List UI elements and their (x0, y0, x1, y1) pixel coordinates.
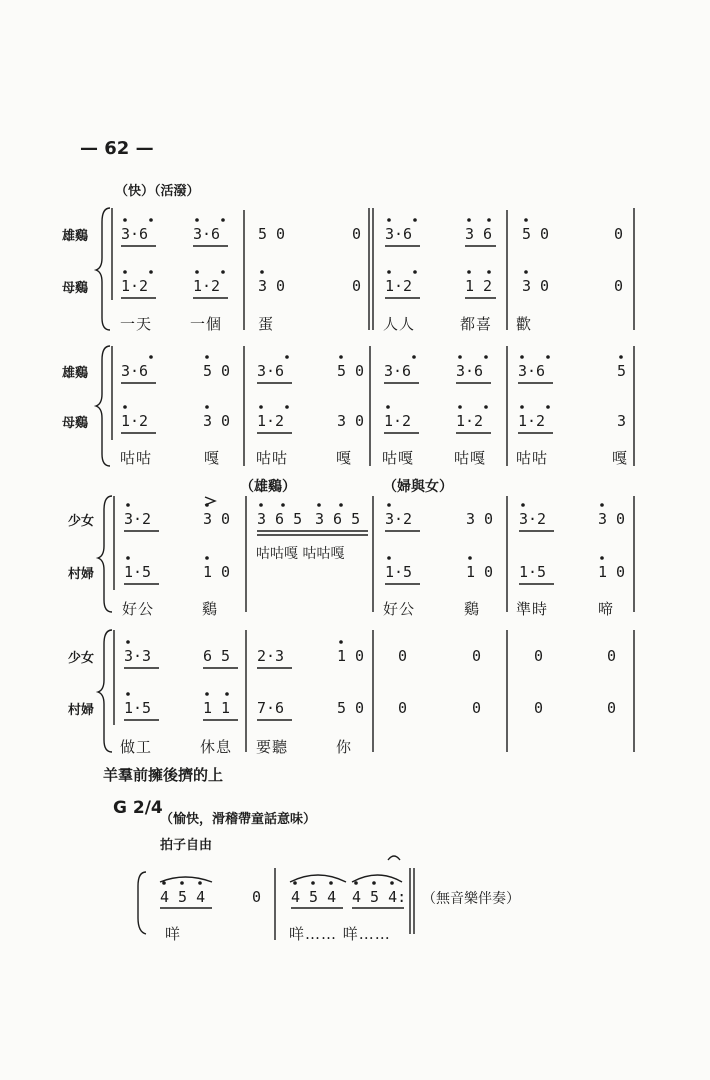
lyric: 嘎 (336, 449, 353, 467)
label-girl: 少女 (68, 514, 95, 529)
lyric: 好公 (383, 600, 416, 618)
note: 1 0 (203, 563, 231, 581)
lyric: 一個 (190, 315, 223, 333)
note: 0 (398, 647, 408, 665)
page-number: — 62 — (80, 138, 154, 159)
label-woman: 村婦 (68, 567, 95, 582)
note: 3·6 (456, 362, 484, 380)
note: 3·3 (124, 647, 152, 665)
label-hen: 母鷄 (62, 281, 89, 296)
note: 5 0 (522, 225, 550, 243)
lyric: 咕嘎 (382, 449, 415, 467)
lyric: 做工 (120, 738, 153, 756)
note: 4 5 4 (291, 888, 337, 906)
lyric: 咩…… 咩…… (289, 925, 391, 943)
note: 0 (534, 647, 544, 665)
note: 1·2 (257, 412, 285, 430)
note: 0 (352, 277, 362, 295)
brace (98, 630, 112, 752)
note: 1·2 (384, 412, 412, 430)
brace (96, 208, 110, 330)
brace (98, 496, 112, 612)
note: 1·2 (456, 412, 484, 430)
tempo-marking: （快）（活潑） (115, 184, 200, 199)
note: 5 (617, 362, 627, 380)
lyric: 休息 (200, 738, 233, 756)
note: 1 0 (466, 563, 494, 581)
lyric: 鷄 (202, 600, 219, 618)
note: 5 0 (337, 699, 365, 717)
note: 5 0 (203, 362, 231, 380)
lyric: 蛋 (258, 315, 275, 333)
note: 0 (607, 647, 617, 665)
section-label-rooster: （雄鷄） (240, 479, 296, 495)
note: 1·2 (121, 277, 149, 295)
note: 4 5 4 (160, 888, 206, 906)
label-hen: 母鷄 (62, 416, 89, 431)
lyric: 咕咕 (516, 449, 549, 467)
note: 0 (607, 699, 617, 717)
note: 3 0 (203, 412, 231, 430)
note: 3·6 (121, 225, 149, 243)
label-rooster: 雄鷄 (62, 366, 89, 381)
note: 3·2 (385, 510, 413, 528)
note: 3 0 (598, 510, 626, 528)
note: 0 (472, 699, 482, 717)
lyric: 都喜 (460, 315, 493, 333)
note: 3·6 (385, 225, 413, 243)
note: 3·2 (519, 510, 547, 528)
slur (290, 875, 346, 882)
lyric: 咕嘎 (454, 449, 487, 467)
note: 3 0 (203, 510, 231, 528)
lyric: 咩 (165, 925, 182, 943)
note: 3 (617, 412, 627, 430)
note: 3·6 (518, 362, 546, 380)
lyric: 啼 (598, 600, 615, 618)
label-girl: 少女 (68, 651, 95, 666)
note: 1 1 (203, 699, 231, 717)
label-rooster: 雄鷄 (62, 229, 89, 244)
note: 1·2 (518, 412, 546, 430)
note: 1 0 (598, 563, 626, 581)
note: 3·2 (124, 510, 152, 528)
note: 1·5 (385, 563, 413, 581)
slur (160, 877, 212, 882)
label-woman: 村婦 (68, 703, 95, 718)
note: 3 6 5 (257, 510, 303, 528)
note: 6 5 (203, 647, 231, 665)
key-signature: G 2/4 (113, 798, 163, 818)
lyric: 人人 (383, 315, 416, 333)
note: 1·2 (385, 277, 413, 295)
brace (96, 346, 110, 466)
lyric: 歡 (516, 315, 533, 333)
note: 3 0 (466, 510, 494, 528)
note: 0 (614, 277, 624, 295)
note: 3·6 (257, 362, 285, 380)
note: 1·5 (124, 563, 152, 581)
note: 0 (252, 888, 262, 906)
note: 1 0 (337, 647, 365, 665)
note: 1·2 (121, 412, 149, 430)
note: 1 2 (465, 277, 493, 295)
note: 3 6 (465, 225, 493, 243)
note: 3 0 (522, 277, 550, 295)
note: 3·6 (384, 362, 412, 380)
lyric: 準時 (516, 600, 549, 618)
note: 4 5 4: (352, 888, 407, 906)
lyric: 鷄 (464, 600, 481, 618)
stage-direction: 羊羣前擁後擠的上 (103, 766, 224, 784)
note: 0 (352, 225, 362, 243)
note: 5 0 (258, 225, 286, 243)
note: 3·6 (193, 225, 221, 243)
note: 5 0 (337, 362, 365, 380)
note: 3·6 (121, 362, 149, 380)
lyric: 嘎 (204, 449, 221, 467)
lyric: 要聽 (256, 738, 289, 756)
lyric: 咕咕 (256, 449, 289, 467)
free-tempo: 拍子自由 (160, 838, 213, 853)
expression-marking: （愉快，滑稽帶童話意味） (160, 812, 317, 827)
lyric: 咕咕 (120, 449, 153, 467)
note: 1·5 (124, 699, 152, 717)
note: 3 6 5 (315, 510, 361, 528)
lyric: 你 (336, 738, 353, 756)
lyric: 好公 (122, 600, 155, 618)
accompaniment-note: （無音樂伴奏） (422, 891, 520, 907)
lyric: 一天 (120, 315, 153, 333)
note: 0 (614, 225, 624, 243)
fermata (388, 856, 400, 860)
slur (352, 875, 402, 882)
note: 1·2 (193, 277, 221, 295)
note: 0 (398, 699, 408, 717)
lyric: 嘎 (612, 449, 629, 467)
note: 3 0 (337, 412, 365, 430)
note: 3 0 (258, 277, 286, 295)
bracket (138, 872, 146, 934)
section-label-women: （婦與女） (383, 479, 453, 495)
note: 2·3 (257, 647, 285, 665)
note: 0 (534, 699, 544, 717)
note: 7·6 (257, 699, 285, 717)
note: 1·5 (519, 563, 547, 581)
rooster-lyric: 咕咕嘎 咕咕嘎 (256, 546, 345, 562)
note: 0 (472, 647, 482, 665)
